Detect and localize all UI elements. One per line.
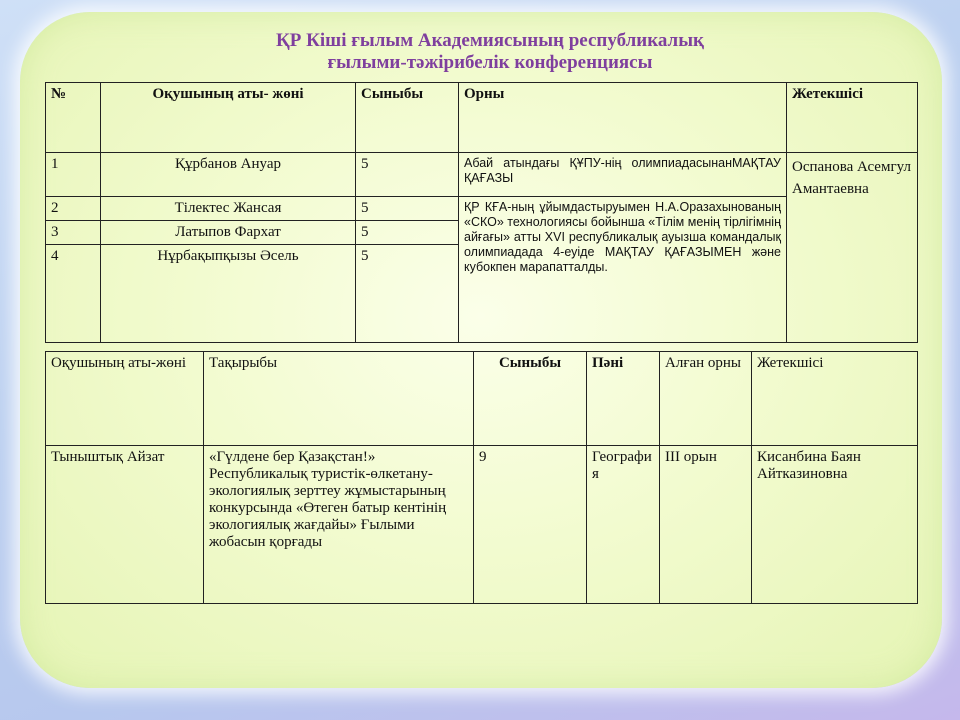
place-cell-2: ҚР КҒА-ның ұйымдастыруымен Н.А.Оразахынованың «СКО» технологиясы бойынша «Тілім менің тірлігімнің айғағы» атты XVI республикалық ауызша командалық олимпиадада 4-еуіде МАҚТАУ ҚАҒАЗЫМЕН және кубокпен марапатталды. <box>459 197 787 343</box>
header-place: Алған орны <box>660 352 752 446</box>
row-grade: 5 <box>356 153 459 197</box>
header-grade: Сыныбы <box>356 83 459 153</box>
header-name: Оқушының аты-жөні <box>46 352 204 446</box>
row-supervisor: Кисанбина Баян Айтказиновна <box>752 446 918 604</box>
row-subject: География <box>587 446 660 604</box>
header-name: Оқушының аты- жөні <box>101 83 356 153</box>
row-name: Тілектес Жансая <box>101 197 356 221</box>
row-topic: «Гүлдене бер Қазақстан!» Республикалық туристік-өлкетану-экологиялық зерттеу жұмыстарының конкурсында «Өтеген батыр кентінің экологиялық жағдайы» Ғылыми жобасын қорғады <box>204 446 474 604</box>
row-num: 4 <box>46 245 101 343</box>
page-title <box>180 30 800 74</box>
row-place: ІІІ орын <box>660 446 752 604</box>
results-table-2 <box>45 351 918 604</box>
header-supervisor: Жетекшісі <box>752 352 918 446</box>
row-name: Құрбанов Ануар <box>101 153 356 197</box>
row-num: 3 <box>46 221 101 245</box>
header-num: № <box>46 83 101 153</box>
row-num: 1 <box>46 153 101 197</box>
row-num: 2 <box>46 197 101 221</box>
row-name: Тыныштық Айзат <box>46 446 204 604</box>
row-grade: 5 <box>356 245 459 343</box>
title-line-2: ғылыми-тәжірибелік конференциясы <box>327 52 653 73</box>
row-grade: 9 <box>474 446 587 604</box>
row-grade: 5 <box>356 221 459 245</box>
header-place: Орны <box>459 83 787 153</box>
title-line-1: ҚР Кіші ғылым Академиясының республикалық <box>275 30 704 51</box>
row-grade: 5 <box>356 197 459 221</box>
header-topic: Тақырыбы <box>204 352 474 446</box>
place-cell-1: Абай атындағы ҚҰПУ-нің олимпиадасынанМАҚТАУ ҚАҒАЗЫ <box>459 153 787 197</box>
results-table-1 <box>45 82 918 343</box>
row-name: Латыпов Фархат <box>101 221 356 245</box>
row-name: Нұрбақыпқызы Әсель <box>101 245 356 343</box>
header-grade: Сыныбы <box>474 352 587 446</box>
header-supervisor: Жетекшісі <box>787 83 918 153</box>
supervisor-cell: Оспанова Асемгул Амантаевна <box>787 153 918 343</box>
header-subject: Пәні <box>587 352 660 446</box>
